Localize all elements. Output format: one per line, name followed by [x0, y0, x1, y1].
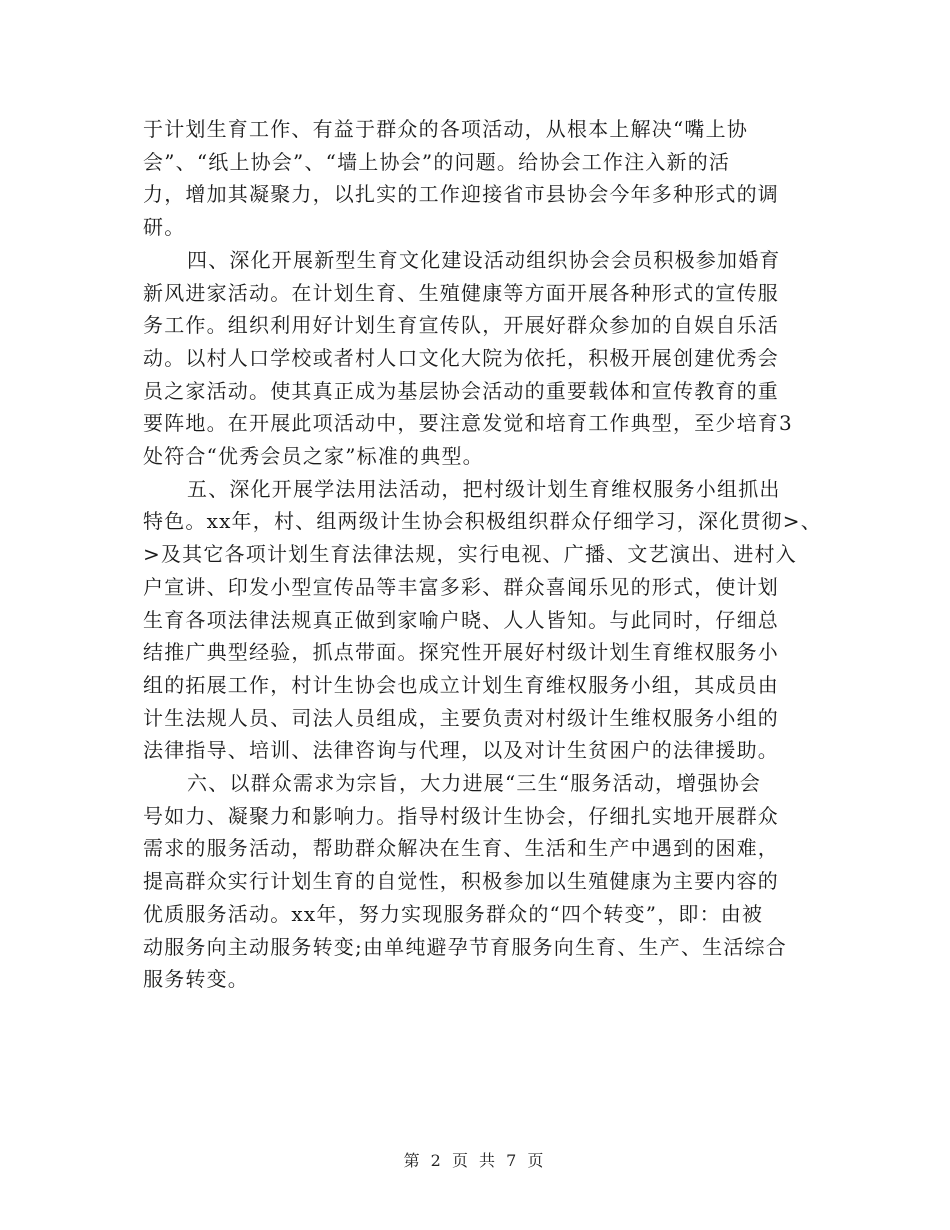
paragraph-4-line-6: 动服务向主动服务转变;由单纯避孕节育服务向生育、生产、生活综合 — [143, 934, 787, 959]
paragraph-4-line-5: 优质服务活动。xx年，努力实现服务群众的“四个转变”，即：由被 — [143, 901, 764, 926]
paragraph-3-line-5: 生育各项法律法规真正做到家喻户晓、人人皆知。与此同时，仔细总 — [143, 607, 779, 632]
paragraph-1-line-3: 力，增加其凝聚力，以扎实的工作迎接省市县协会今年多种形式的调 — [143, 182, 779, 207]
paragraph-1-line-2: 会”、“纸上协会”、“墙上协会”的问题。给协会工作注入新的活 — [143, 149, 731, 174]
paragraph-4-line-7: 服务转变。 — [143, 967, 249, 992]
page-number-footer: 第 2 页 共 7 页 — [403, 1151, 547, 1170]
paragraph-3-line-1: 五、深化开展学法用法活动，把村级计划生育维权服务小组抓出 — [187, 476, 781, 501]
paragraph-4-line-4: 提高群众实行计划生育的自觉性，积极参加以生殖健康为主要内容的 — [143, 869, 779, 894]
paragraph-4-line-1: 六、以群众需求为宗旨，大力进展“三生“服务活动，增强协会 — [187, 771, 762, 796]
paragraph-3-line-2: 特色。xx年，村、组两级计生协会积极组织群众仔细学习，深化贯彻>、 — [143, 509, 822, 534]
paragraph-3-line-7: 组的拓展工作，村计生协会也成立计划生育维权服务小组，其成员由 — [143, 672, 779, 697]
paragraph-2-line-1: 四、深化开展新型生育文化建设活动组织协会会员积极参加婚育 — [187, 247, 781, 272]
paragraph-2-line-5: 员之家活动。使其真正成为基层协会活动的重要载体和宣传教育的重 — [143, 378, 779, 403]
paragraph-4-line-3: 需求的服务活动，帮助群众解决在生育、生活和生产中遇到的困难， — [143, 836, 779, 861]
paragraph-1-line-4: 研。 — [143, 215, 186, 240]
paragraph-2-line-3: 务工作。组织利用好计划生育宣传队，开展好群众参加的自娱自乐活 — [143, 313, 779, 338]
paragraph-2-line-2: 新风进家活动。在计划生育、生殖健康等方面开展各种形式的宣传服 — [143, 280, 779, 305]
paragraph-3-line-3: >及其它各项计划生育法律法规，实行电视、广播、文艺演出、进村入 — [143, 542, 797, 567]
paragraph-4-line-2: 号如力、凝聚力和影响力。指导村级计生协会，仔细扎实地开展群众 — [143, 803, 779, 828]
document-body — [143, 113, 822, 996]
paragraph-2-line-6: 要阵地。在开展此项活动中，要注意发觉和培育工作典型，至少培育3 — [143, 411, 793, 436]
paragraph-2-line-4: 动。以村人口学校或者村人口文化大院为依托，积极开展创建优秀会 — [143, 345, 779, 370]
paragraph-2-line-7: 处符合“优秀会员之家”标准的典型。 — [143, 444, 484, 469]
paragraph-1-line-1: 于计划生育工作、有益于群众的各项活动，从根本上解决“嘴上协 — [143, 117, 749, 141]
paragraph-3-line-8: 计生法规人员、司法人员组成，主要负责对村级计生维权服务小组的 — [143, 705, 779, 730]
paragraph-3-line-9: 法律指导、培训、法律咨询与代理，以及对计生贫困户的法律援助。 — [143, 738, 779, 763]
paragraph-3-line-4: 户宣讲、印发小型宣传品等丰富多彩、群众喜闻乐见的形式，使计划 — [143, 574, 779, 599]
paragraph-3-line-6: 结推广典型经验，抓点带面。探究性开展好村级计划生育维权服务小 — [143, 640, 779, 665]
